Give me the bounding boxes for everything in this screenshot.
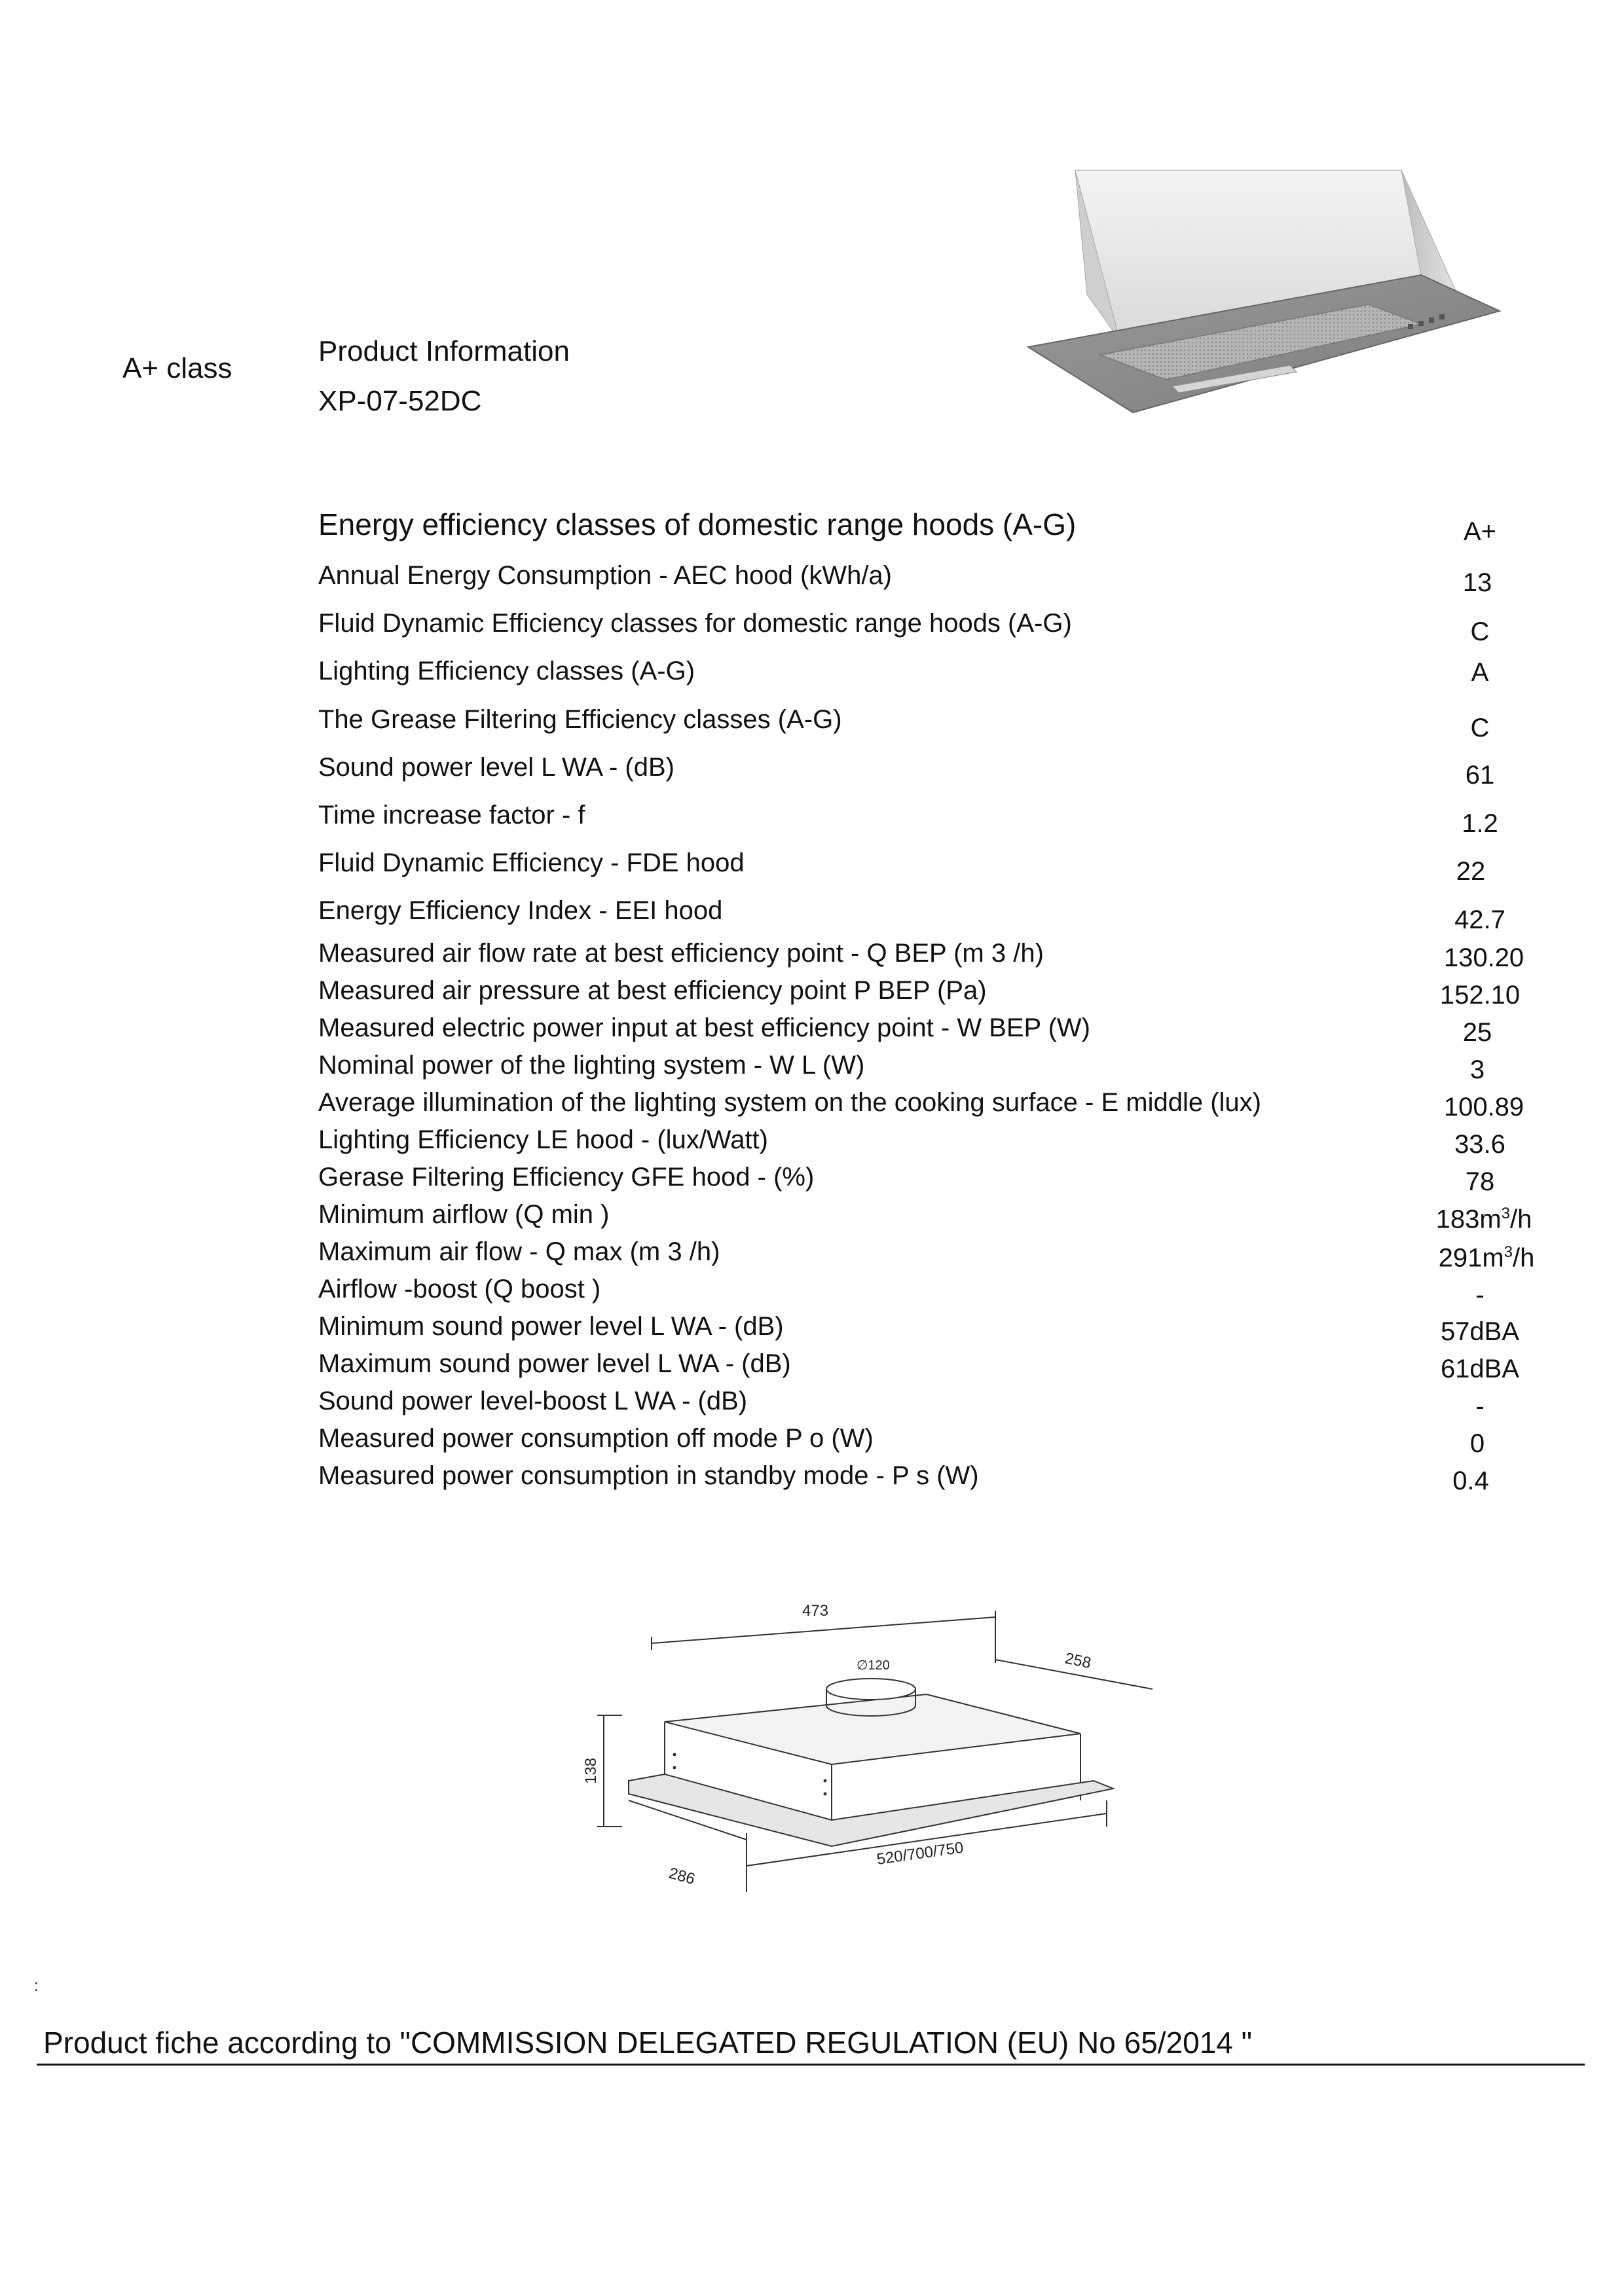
spec-value: 1.2 — [1462, 809, 1498, 838]
spec-label: Fluid Dynamic Efficiency - FDE hood — [318, 848, 745, 877]
dimension-drawing — [582, 1584, 1166, 1925]
dimension-length: 520/700/750 — [876, 1838, 965, 1868]
spec-label: The Grease Filtering Efficiency classes (A-G) — [318, 705, 842, 734]
spec-value: 25 — [1462, 1018, 1492, 1047]
spec-label: Maximum air flow - Q max (m 3 /h) — [318, 1237, 720, 1266]
spec-label: Minimum airflow (Q min ) — [318, 1200, 610, 1229]
dimension-duct-diameter: ∅120 — [857, 1658, 890, 1673]
dimension-height: 138 — [582, 1757, 600, 1784]
spec-value: 0.4 — [1452, 1467, 1489, 1495]
spec-label: Lighting Efficiency classes (A-G) — [318, 657, 695, 685]
spec-value: A+ — [1463, 517, 1497, 546]
spec-label: Energy efficiency classes of domestic range hoods (A-G) — [318, 507, 1077, 541]
range-hood-photo — [1002, 164, 1513, 419]
spec-value: 78 — [1465, 1167, 1495, 1196]
spec-label: Measured air pressure at best efficiency point P BEP (Pa) — [318, 976, 987, 1005]
spec-label: Minimum sound power level L WA - (dB) — [318, 1312, 784, 1341]
spec-label: Measured air flow rate at best efficiency point - Q BEP (m 3 /h) — [318, 939, 1044, 968]
spec-label: Sound power level-boost L WA - (dB) — [318, 1387, 748, 1415]
spec-value: 130.20 — [1443, 943, 1524, 972]
spec-value: 152.10 — [1439, 981, 1521, 1010]
footer-marker: : — [34, 1977, 39, 1995]
model-number: XP-07-52DC — [318, 385, 482, 417]
spec-value: $291m^3/h$ — [1438, 1243, 1535, 1273]
spec-value: 100.89 — [1443, 1093, 1524, 1121]
spec-label: Annual Energy Consumption - AEC hood (kWh/a) — [318, 561, 892, 590]
spec-value: 57dBA — [1440, 1317, 1520, 1346]
spec-value: 3 — [1469, 1055, 1485, 1084]
spec-label: Airflow -boost (Q boost ) — [318, 1275, 601, 1303]
footer-rule — [37, 2064, 1585, 2066]
dimension-width: 473 — [802, 1602, 829, 1620]
spec-value: C — [1470, 617, 1490, 646]
spec-label: Measured power consumption off mode P o (W) — [318, 1424, 874, 1453]
spec-value: $183m^3/h$ — [1435, 1205, 1532, 1234]
spec-value: 42.7 — [1454, 905, 1505, 934]
spec-value: 13 — [1462, 568, 1492, 597]
spec-value: A — [1471, 658, 1489, 687]
spec-label: Average illumination of the lighting system on the cooking surface - E middle (lux) — [318, 1088, 1261, 1117]
spec-value: 0 — [1469, 1429, 1485, 1458]
dimension-depth-bottom: 286 — [667, 1864, 697, 1889]
spec-value: 33.6 — [1454, 1130, 1505, 1159]
spec-value: - — [1475, 1281, 1485, 1309]
spec-label: Lighting Efficiency LE hood - (lux/Watt) — [318, 1125, 768, 1154]
spec-value: C — [1470, 714, 1490, 742]
spec-label: Gerase Filtering Efficiency GFE hood - (%) — [318, 1163, 815, 1192]
spec-label: Maximum sound power level L WA - (dB) — [318, 1349, 791, 1378]
spec-value: - — [1475, 1392, 1485, 1421]
spec-label: Energy Efficiency Index - EEI hood — [318, 896, 723, 925]
spec-label: Nominal power of the lighting system - W L (W) — [318, 1051, 865, 1080]
product-information-heading: Product Information — [318, 335, 570, 367]
footer-regulation-note: Product fiche according to "COMMISSION DELEGATED REGULATION (EU) No 65/2014 " — [43, 2026, 1252, 2060]
spec-value: 22 — [1456, 857, 1486, 886]
energy-class-label: A+ class — [122, 352, 232, 384]
spec-label: Measured electric power input at best efficiency point - W BEP (W) — [318, 1013, 1091, 1042]
spec-value: 61 — [1465, 761, 1495, 790]
spec-label: Fluid Dynamic Efficiency classes for domestic range hoods (A-G) — [318, 609, 1072, 638]
spec-label: Sound power level L WA - (dB) — [318, 753, 674, 782]
dimension-depth-top: 258 — [1063, 1649, 1093, 1673]
spec-label: Time increase factor - f — [318, 801, 585, 829]
spec-label: Measured power consumption in standby mode - P s (W) — [318, 1461, 979, 1490]
spec-value: 61dBA — [1440, 1355, 1520, 1383]
